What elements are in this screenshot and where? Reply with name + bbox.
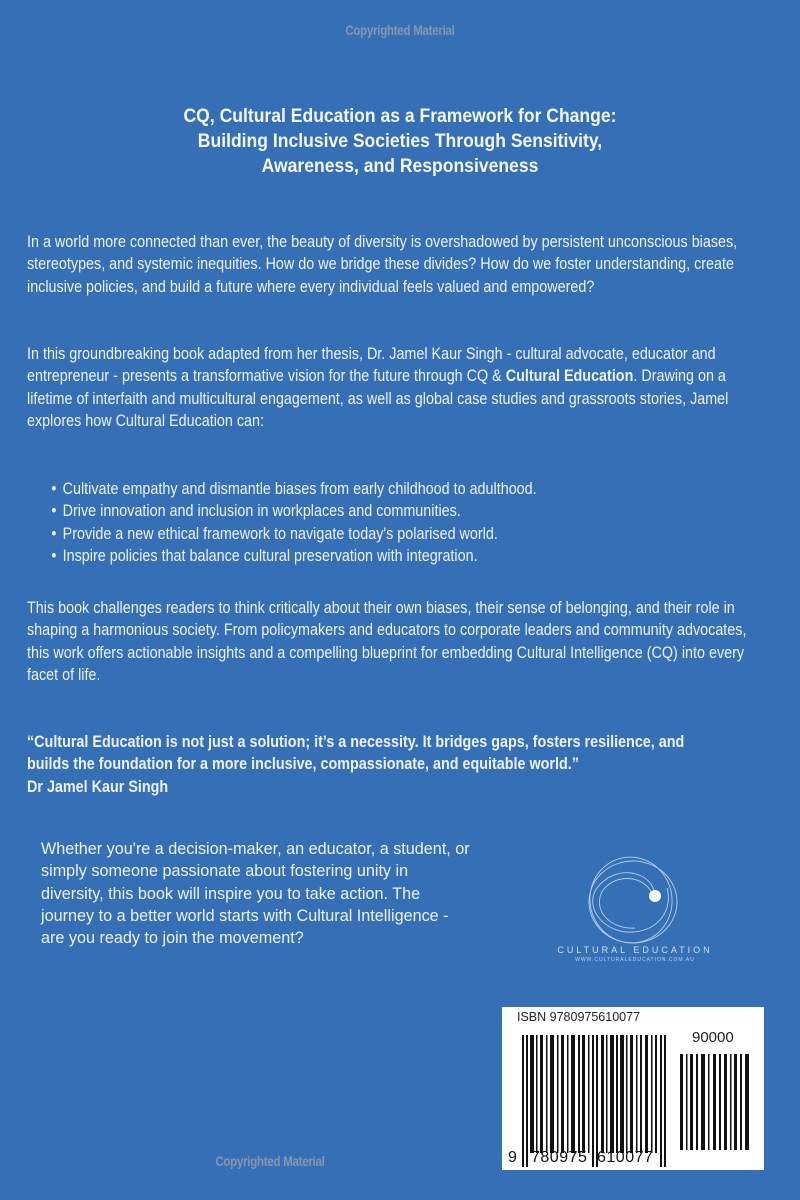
author-paragraph-text — [27, 343, 758, 432]
cultural-education-emphasis: Cultural Education — [505, 367, 634, 386]
intro-paragraph-text: In a world more connected than ever, the beauty of diversity is overshadowed by persistent unconscious biases, stereotypes, and systemic inequities. How do we bridge these divides? How do we foster understanding, create inclusive policies, and build a future where every individual feels valued and empowered? — [27, 233, 738, 296]
book-title — [0, 104, 800, 179]
bullet-icon: • — [51, 546, 57, 565]
cultural-education-logo — [555, 850, 715, 975]
author-quote — [27, 731, 787, 798]
ean-barcode-icon — [522, 1035, 678, 1167]
barcode-left-digits: 780975 — [531, 1149, 588, 1166]
challenge-paragraph-text: This book challenges readers to think critically about their own biases, their sense of belonging, and their role in shaping a harmonious society. From policymakers and educators to corporate leaders and community advocates, this work offers actionable insights and a compelling blueprint for embedding Cultural Intelligence (CQ) into every facet of life. — [27, 599, 747, 684]
challenge-paragraph — [27, 597, 787, 686]
copyright-watermark-top: Copyrighted Material — [345, 22, 455, 38]
bullet-icon: • — [51, 502, 57, 521]
intro-paragraph — [27, 231, 787, 298]
addon-barcode-icon — [680, 1054, 752, 1150]
logo-url: WWW.CULTURALEDUCATION.COM.AU — [575, 957, 695, 963]
author-paragraph-start: In this groundbreaking book adapted from her thesis, Dr. Jamel Kaur Singh - cultural advocate, educator and entrepreneur - presents a transformative vision for the future through CQ & — [27, 345, 716, 386]
barcode-right-digits: 610077 — [597, 1149, 654, 1166]
quote-text: “Cultural Education is not just a solution; it’s a necessity. It bridges gaps, fosters resilience, and builds the foundation for a more inclusive, compassionate, and equitable world.” — [27, 733, 685, 774]
isbn-barcode — [502, 1007, 764, 1170]
title-line-2: Building Inclusive Societies Through Sensitivity, — [197, 130, 603, 152]
bullet-icon: • — [51, 524, 57, 543]
orbit-logo-icon — [555, 850, 715, 945]
benefit-item: • Inspire policies that balance cultural preservation with integration. — [0, 545, 783, 567]
logo-wordmark: CULTURAL EDUCATION — [557, 945, 713, 955]
title-line-3: Awareness, and Responsiveness — [261, 155, 539, 177]
author-paragraph-end: . Drawing on a lifetime of interfaith and multicultural engagement, as well as global case studies and grassroots stories, Jamel explores how Cultural Education can: — [27, 367, 729, 430]
copyright-watermark-bottom: Copyrighted Material — [215, 1153, 325, 1169]
closing-paragraph: Whether you're a decision-maker, an educator, a student, or simply someone passionate about fostering unity in diversity, this book will inspire you to take action. The journey to a better world starts with Cultural Intelligence - are you ready to join the movement? — [41, 840, 470, 948]
author-paragraph — [27, 343, 787, 432]
benefit-item: • Drive innovation and inclusion in workplaces and communities. — [0, 500, 783, 522]
title-line-1: CQ, Cultural Education as a Framework for Change: — [183, 105, 617, 127]
price-addon-label: 90000 — [692, 1029, 734, 1046]
barcode-first-digit: 9 — [508, 1149, 517, 1166]
isbn-label: ISBN 9780975610077 — [517, 1010, 641, 1024]
bullet-icon: • — [51, 480, 57, 498]
benefits-list — [0, 478, 800, 567]
quote-attribution: Dr Jamel Kaur Singh — [27, 777, 169, 796]
benefit-item: • Provide a new ethical framework to navigate today's polarised world. — [0, 523, 783, 545]
benefit-item: • Cultivate empathy and dismantle biases from early childhood to adulthood. — [0, 478, 724, 500]
